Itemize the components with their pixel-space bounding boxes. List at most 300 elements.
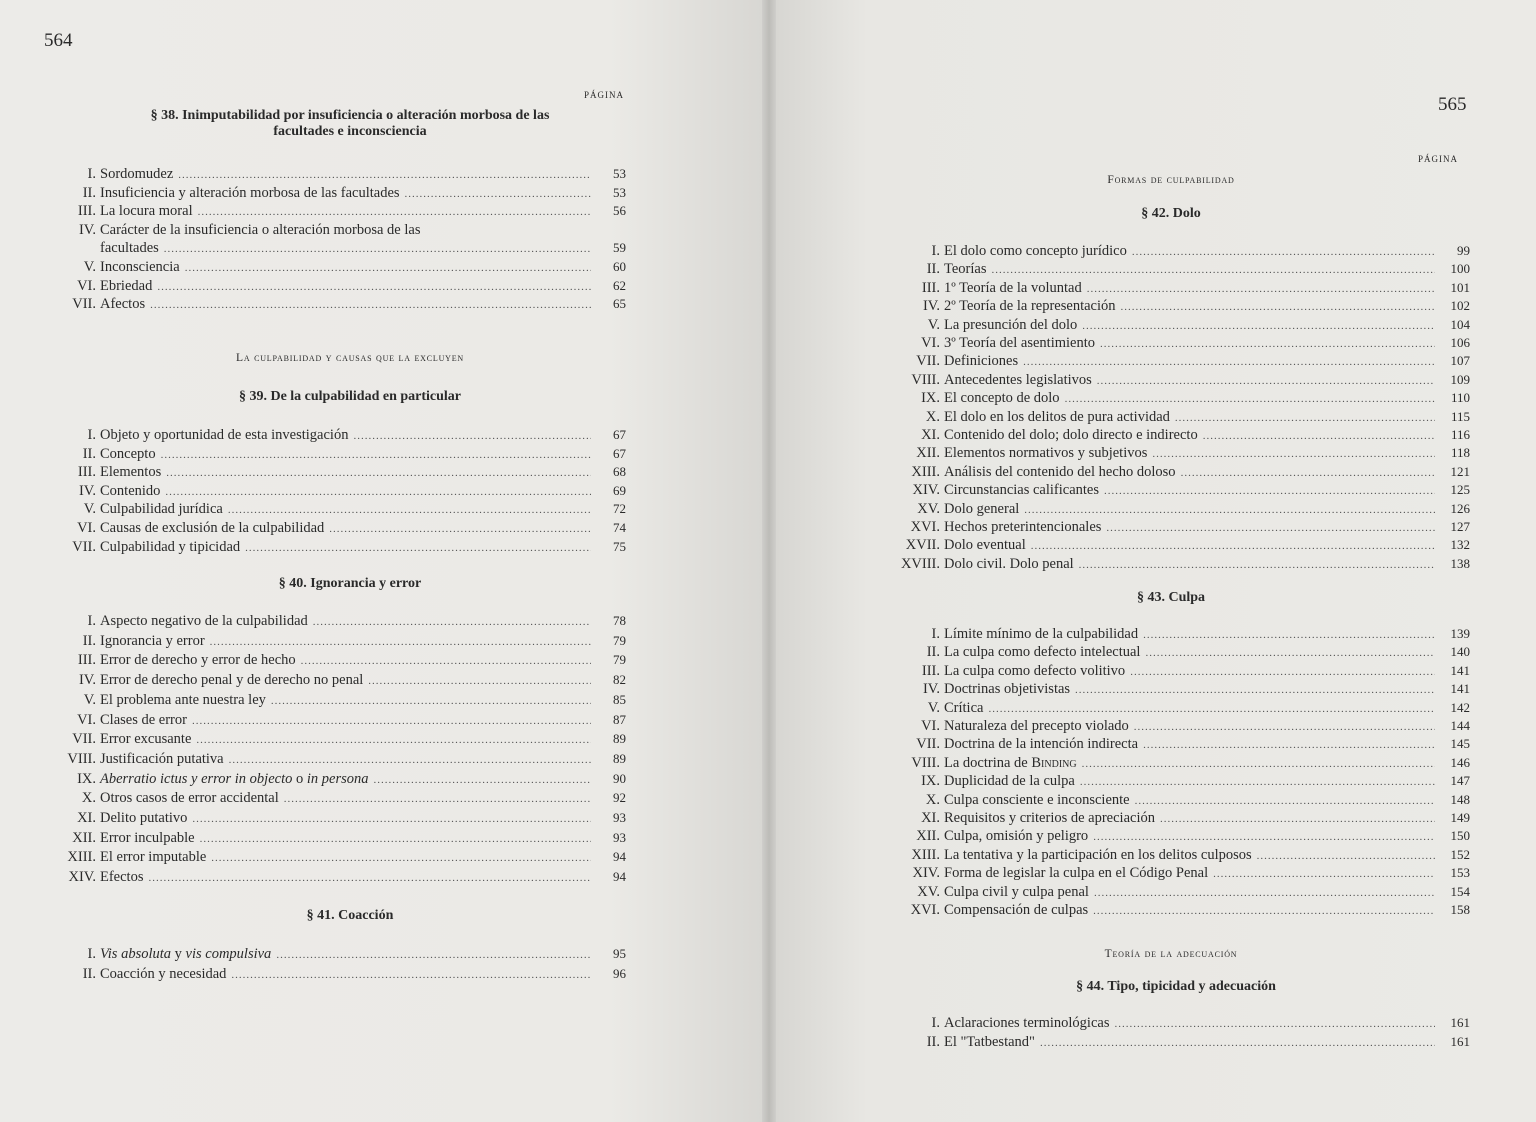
toc-entry-title: Culpabilidad y tipicidad [100,538,241,555]
toc-entry [892,1015,1470,1033]
toc-entry [48,203,626,221]
toc-entry [892,280,1470,298]
leader-dots [276,949,591,961]
toc-entry-page: 99 [1457,243,1470,258]
toc-entry-title: Justificación putativa [100,750,224,767]
toc-entry-numeral: X. [925,408,940,425]
toc-entry-title: Naturaleza del precepto violado [944,718,1129,734]
toc-entry-title: Contenido [100,482,161,499]
toc-entry [892,501,1470,519]
toc-entry [48,464,626,482]
toc-entry-numeral: IV. [78,221,96,238]
leader-dots [1143,629,1435,641]
toc-entry-page: 144 [1450,718,1470,733]
toc-entry-title: Coacción y necesidad [100,966,227,982]
toc-entry-numeral: VII. [72,296,96,313]
section-41-title: § 41. Coacción [306,908,394,923]
toc-entry-title: Requisitos y criterios de apreciación [944,810,1155,826]
leader-dots [368,675,591,687]
toc-entry-numeral: III. [77,203,96,220]
leader-dots [1257,850,1435,862]
toc-entry-numeral: II. [926,1033,940,1050]
toc-entry [48,259,626,277]
toc-entry-page: 87 [613,711,626,727]
leader-dots [178,169,591,181]
leader-dots [374,774,592,786]
toc-entry-title: El "Tatbestand" [944,1033,1035,1050]
leader-dots [231,969,591,981]
toc-entry-title: La locura moral [100,203,193,220]
section-40-title: § 40. Ignorancia y error [278,576,422,591]
toc-entry [892,736,1470,754]
leader-dots [313,616,591,628]
toc-entry-page: 94 [613,849,626,865]
toc-entry-numeral: XII. [916,445,940,462]
toc-entry-numeral: XV. [917,500,940,517]
toc-entry-title: La culpa como defecto volitivo [944,662,1126,679]
toc-entry-title-part: in persona [306,770,369,787]
toc-entry-title: El error imputable [100,849,207,866]
toc-entry-page: 93 [613,810,626,825]
toc-entry-numeral: VI. [77,277,96,294]
leader-dots [1114,1018,1435,1030]
toc-entry-page: 101 [1450,279,1470,295]
toc-entry [892,700,1470,718]
toc-entry [892,847,1470,865]
toc-entry-page: 153 [1450,865,1470,881]
toc-entry-page: 107 [1450,353,1470,369]
toc-entry [892,519,1470,537]
toc-entry [892,298,1470,316]
toc-entry-title: Hechos preterintencionales [944,519,1102,535]
toc-entry-numeral: III. [77,652,96,669]
toc-entry-title: Concepto [100,445,156,462]
pagina-label: PÁGINA [584,90,625,100]
toc-entry [48,166,626,184]
toc-entry [892,865,1470,883]
toc-entry-numeral: II. [82,184,96,201]
toc-entry-numeral: III. [921,662,940,679]
toc-entry-page: 82 [613,672,626,688]
toc-entry-numeral: XV. [917,883,940,900]
toc-entry-numeral: VII. [916,736,940,753]
toc-entry-title: Crítica [944,699,984,716]
toc-entry-title: Carácter de la insuficiencia o alteración morbosa de las [100,221,421,238]
toc-entry-page: 89 [613,750,626,766]
leader-dots [148,872,591,884]
toc-entry [892,427,1470,445]
leader-dots [1094,887,1435,899]
leader-dots [1040,1037,1435,1049]
toc-entry [48,692,626,710]
toc-entry-numeral: I. [87,613,96,629]
toc-entry-title: Error inculpable [100,829,195,846]
toc-entry-page: 67 [613,445,626,461]
toc-entry [48,712,626,730]
toc-entry-title: facultades [100,240,159,257]
toc-entry-title: Límite mínimo de la culpabilidad [944,626,1139,642]
toc-entry [48,185,626,203]
leader-dots [1093,831,1435,843]
toc-entry-title: 2º Teoría de la representación [944,298,1116,315]
pagina-label: PÁGINA [1418,154,1459,164]
section-42-title: § 42. Dolo [1141,206,1201,221]
toc-entry-title-part: o [292,770,307,787]
leader-dots [157,281,591,293]
leader-dots [211,852,591,864]
toc-entry-title-part: Binding [1031,754,1077,771]
toc-entry-numeral: IX. [921,773,940,790]
leader-dots [1080,776,1435,788]
toc-entry-page: 53 [613,184,626,200]
leader-dots [1203,430,1435,442]
section-39-title: § 39. De la culpabilidad en particular [238,389,462,404]
toc-entry-numeral: V. [83,691,96,708]
toc-entry [48,446,626,464]
toc-entry [892,718,1470,736]
toc-entry-page: 65 [613,296,626,312]
leader-dots [228,504,591,516]
toc-entry-page: 125 [1450,482,1470,498]
toc-entry [48,539,626,557]
toc-entry [892,556,1470,574]
leader-dots [185,262,591,274]
toc-entry [48,278,626,296]
toc-entry [48,731,626,749]
leader-dots [1024,504,1435,516]
toc-entry-page: 106 [1450,335,1470,350]
toc-entry-numeral: IV. [922,298,940,315]
toc-entry [892,810,1470,828]
toc-entry [892,792,1470,810]
toc-entry-numeral: XIII. [911,463,940,480]
toc-entry-title-part: Aberratio ictus y error in objecto [100,770,293,787]
toc-entry-page: 56 [613,203,626,219]
toc-entry-title: La presunción del dolo [944,316,1078,333]
leader-dots [1023,356,1435,368]
toc-entry-title: La tentativa y la participación en los delitos culposos [944,846,1252,863]
toc-entry-title: El problema ante nuestra ley [100,691,266,708]
toc-entry-title: Contenido del dolo; dolo directo e indirecto [944,427,1198,443]
toc-entry-numeral: III. [77,464,96,481]
leader-dots [988,703,1435,715]
toc-entry-numeral: XIV. [912,865,940,882]
toc-entry-page: 74 [613,520,626,535]
toc-entry-numeral: V. [83,501,96,518]
toc-entry-page: 139 [1450,626,1470,641]
toc-entry-numeral: IV. [78,672,96,689]
leader-dots [1087,283,1435,295]
toc-entry [48,613,626,631]
toc-entry-title: El dolo como concepto jurídico [944,243,1127,259]
toc-entry [892,828,1470,846]
toc-entry-numeral: XVI. [910,902,940,918]
toc-entry-numeral: XIV. [912,482,940,499]
toc-entry-page: 53 [613,166,626,181]
toc-entry-numeral: X. [81,790,96,807]
toc-entry-numeral: I. [931,243,940,259]
toc-entry-page: 85 [613,691,626,707]
toc-entry-numeral: II. [926,261,940,278]
toc-entry-title-part: y [171,946,186,962]
toc-entry-page: 104 [1450,316,1470,332]
toc-entry-numeral: VIII. [911,754,940,771]
toc-entry-page: 100 [1450,261,1470,277]
toc-entry-title: Ebriedad [100,277,153,294]
toc-entry [892,317,1470,335]
toc-entry-numeral: VIII. [911,371,940,388]
toc-entry-numeral: IV. [78,482,96,499]
toc-entry-title: Clases de error [100,711,187,728]
toc-entry-numeral: XIV. [68,869,96,886]
toc-entry [892,663,1470,681]
toc-entry-title: 1º Teoría de la voluntad [944,279,1082,296]
toc-entry-numeral: VI. [77,711,96,728]
toc-entry [892,884,1470,902]
toc-entry [892,482,1470,500]
toc-entry-numeral: XII. [916,828,940,845]
leader-dots [1143,739,1435,751]
toc-entry [48,849,626,867]
toc-entry-numeral: VI. [921,718,940,734]
leader-dots [1134,721,1435,733]
toc-entry-title: Dolo civil. Dolo penal [944,555,1074,572]
toc-entry [892,626,1470,644]
toc-entry-title: 3º Teoría del asentimiento [944,335,1095,351]
toc-entry-numeral: VI. [77,520,96,536]
section-38-title-line2: facultades e inconsciencia [273,124,427,139]
toc-entry-title: El dolo en los delitos de pura actividad [944,408,1170,425]
toc-entry [48,652,626,670]
toc-entry-numeral: IX. [921,390,940,407]
leader-dots [1135,795,1435,807]
leader-dots [198,206,591,218]
page-number: 564 [44,30,73,51]
toc-entry-page: 152 [1450,846,1470,862]
leader-dots [991,264,1435,276]
toc-entry-page: 69 [613,482,626,498]
leader-dots [200,833,591,845]
toc-entry-page: 132 [1450,537,1470,553]
toc-entry-page: 140 [1450,644,1470,660]
toc-entry-numeral: XIII. [67,849,96,866]
toc-entry-numeral: III. [921,279,940,296]
leader-dots [1132,246,1435,258]
toc-entry-title: Dolo general [944,500,1020,517]
right-page [776,0,1536,1122]
toc-entry-numeral: II. [926,644,940,661]
toc-entry-numeral: II. [82,632,96,649]
toc-entry-title: Culpabilidad jurídica [100,501,223,518]
toc-entry-numeral: XI. [921,427,940,443]
leader-dots [192,715,591,727]
leader-dots [164,243,591,255]
toc-entry-page: 62 [613,277,626,293]
toc-entry-title: Otros casos de error accidental [100,790,279,807]
toc-entry-title-part: Vis absoluta [100,946,172,962]
toc-entry-page: 149 [1450,810,1470,825]
toc-entry-page: 146 [1450,754,1470,770]
toc-entry-page: 116 [1450,427,1470,442]
leader-dots [1097,375,1435,387]
leader-dots [1121,301,1436,313]
toc-entry [48,869,626,887]
toc-entry [892,409,1470,427]
toc-entry-title: Aclaraciones terminológicas [944,1015,1110,1031]
toc-entry [48,830,626,848]
toc-entry-title: Elementos normativos y subjetivos [944,445,1148,462]
toc-entry-title: Aspecto negativo de la culpabilidad [100,613,308,629]
toc-entry [48,966,626,984]
toc-entry-title: Error excusante [100,731,192,748]
toc-entry-numeral: I. [87,166,96,182]
section-38-title [40,108,660,140]
toc-entry-title [944,755,1077,772]
toc-entry-title: Culpa civil y culpa penal [944,883,1089,900]
toc-entry-title: Doctrina de la intención indirecta [944,736,1139,753]
toc-entry [892,445,1470,463]
toc-entry-page: 92 [613,790,626,806]
toc-entry-title: Delito putativo [100,810,188,826]
toc-entry-title [100,771,369,788]
toc-entry-title: Compensación de culpas [944,902,1089,918]
toc-entry-numeral: I. [87,427,96,443]
toc-entry-numeral: VII. [72,538,96,555]
toc-entry [48,810,626,828]
toc-entry-numeral: XVI. [910,519,940,535]
toc-entry-title: Elementos [100,464,162,481]
toc-entry-numeral: I. [931,1015,940,1031]
toc-entry-page: 150 [1450,828,1470,844]
toc-entry-page: 161 [1450,1015,1470,1030]
toc-entry [892,902,1470,920]
leader-dots [150,299,591,311]
toc-entry-title: Culpa, omisión y peligro [944,828,1089,845]
toc-entry [48,240,626,258]
leader-dots [1093,905,1435,917]
toc-entry-numeral: II. [82,966,96,982]
toc-entry-page: 147 [1450,773,1470,789]
toc-entry-numeral: V. [927,699,940,716]
toc-entry-page: 96 [613,966,626,981]
leader-dots [1065,393,1435,405]
toc-entry [892,537,1470,555]
leader-dots [1100,338,1435,350]
toc-entry [892,464,1470,482]
toc-entry-title: El concepto de dolo [944,390,1060,407]
leader-dots [329,523,591,535]
left-page [0,0,762,1122]
leader-dots [353,430,591,442]
toc-entry-title: La culpa como defecto intelectual [944,644,1141,661]
toc-entry-page: 68 [613,464,626,480]
leader-dots [229,754,591,766]
leader-dots [1152,448,1435,460]
toc-entry [892,773,1470,791]
toc-entry [48,222,626,240]
toc-entry [48,633,626,651]
toc-entry-numeral: IX. [77,770,96,787]
toc-entry [48,296,626,314]
toc-entry [48,790,626,808]
leader-dots [1145,647,1435,659]
toc-entry-title: Forma de legislar la culpa en el Código Penal [944,865,1209,882]
toc-entry-title: Ignorancia y error [100,632,205,649]
toc-entry-page: 79 [613,652,626,668]
toc-entry-page: 154 [1450,883,1470,899]
toc-entry-title: Efectos [100,869,144,886]
toc-entry-numeral: XI. [77,810,96,826]
toc-entry-title-part: vis compulsiva [185,946,272,962]
leader-dots [1031,540,1435,552]
leader-dots [1104,485,1435,497]
toc-entry-page: 78 [613,613,626,628]
toc-entry-title: Culpa consciente e inconsciente [944,791,1130,808]
toc-entry-numeral: I. [87,946,96,962]
toc-entry-numeral: II. [82,445,96,462]
toc-entry-numeral: VII. [916,353,940,370]
toc-entry-page: 79 [613,632,626,648]
leader-dots [1130,666,1435,678]
toc-entry-title: Insuficiencia y alteración morbosa de las facultades [100,184,400,201]
toc-entry-title: Circunstancias calificantes [944,482,1100,499]
toc-entry-page: 141 [1450,662,1470,678]
leader-dots [192,813,591,825]
leader-dots [271,695,591,707]
leader-dots [166,467,591,479]
section-44-title: § 44. Tipo, tipicidad y adecuación [1076,979,1276,994]
toc-entry-page: 94 [613,869,626,885]
toc-entry-page: 115 [1450,408,1470,424]
toc-entry-title: Doctrinas objetivistas [944,681,1071,698]
toc-entry [48,520,626,538]
toc-entry-numeral: XII. [72,829,96,846]
toc-entry-numeral: XI. [921,810,940,826]
leader-dots [1181,467,1435,479]
toc-entry-title: Inconsciencia [100,259,180,275]
toc-entry-page: 95 [613,946,626,961]
toc-entry-page: 59 [613,240,626,256]
toc-entry-numeral: I. [931,626,940,642]
toc-entry-page: 89 [613,731,626,747]
toc-entry [892,335,1470,353]
toc-entry-page: 60 [613,259,626,274]
toc-entry-page: 118 [1450,445,1470,461]
toc-entry-page: 72 [613,501,626,517]
leader-dots [196,734,591,746]
section-38-title-line1: § 38. Inimputabilidad por insuficiencia o alteración morbosa de las [150,108,550,123]
part-title: La culpabilidad y causas que la excluyen [236,352,464,364]
toc-entry-numeral: XVIII. [900,555,940,572]
toc-entry-numeral: V. [927,316,940,333]
toc-entry-page: 90 [613,770,626,786]
page-number: 565 [1438,94,1467,115]
toc-entry-numeral: VIII. [67,750,96,767]
leader-dots [301,655,591,667]
toc-entry [48,946,626,964]
toc-entry [892,261,1470,279]
toc-entry-title [100,946,271,963]
toc-entry-numeral: VI. [921,335,940,351]
toc-entry-page: 148 [1450,791,1470,807]
toc-entry-page: 158 [1450,902,1470,917]
toc-entry-page: 109 [1450,371,1470,387]
toc-entry-numeral: VII. [72,731,96,748]
toc-entry-numeral: XIII. [911,846,940,863]
toc-entry-page: 161 [1450,1033,1470,1049]
toc-entry-page: 142 [1450,699,1470,715]
toc-entry [892,243,1470,261]
